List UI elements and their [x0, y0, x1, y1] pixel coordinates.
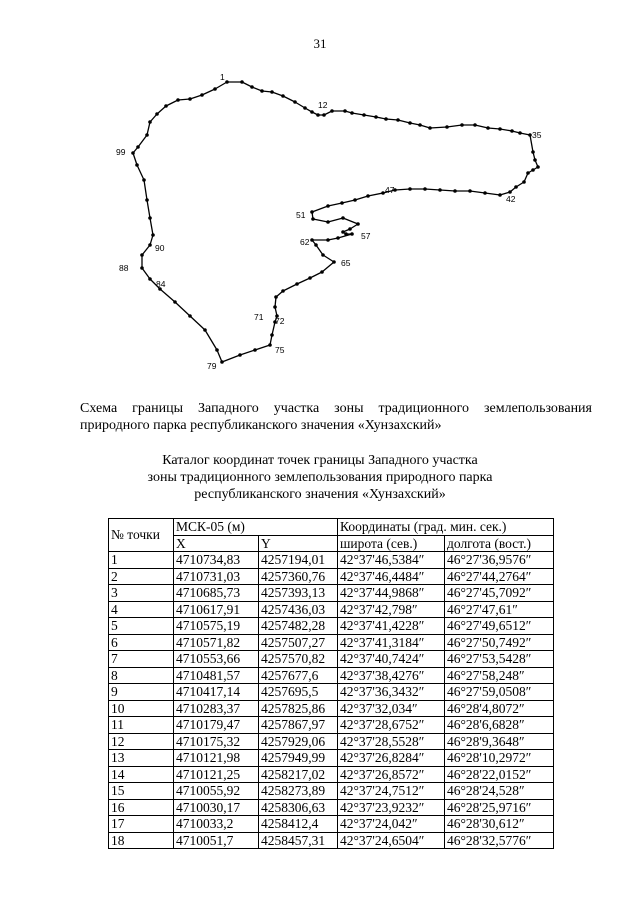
cell-lat: 42°37'32,034″: [338, 700, 445, 717]
boundary-vertex: [423, 187, 427, 191]
boundary-vertex: [330, 109, 334, 113]
cell-point-no: 11: [109, 717, 174, 734]
cell-point-no: 10: [109, 700, 174, 717]
boundary-vertex: [203, 328, 207, 332]
boundary-vertex: [142, 178, 146, 182]
boundary-vertex: [148, 216, 152, 220]
boundary-vertex: [238, 353, 242, 357]
cell-x: 4710731,03: [174, 568, 259, 585]
cell-y: 4258273,89: [259, 783, 338, 800]
cell-point-no: 5: [109, 618, 174, 635]
table-row: [109, 700, 554, 717]
cell-y: 4257825,86: [259, 700, 338, 717]
boundary-vertex: [316, 113, 320, 117]
table-row: [109, 733, 554, 750]
boundary-vertex: [341, 230, 345, 234]
scheme-caption: Схема границы Западного участка зоны традиционного землепользования природного парка республиканского значения «Хунзахский»: [80, 401, 592, 433]
boundary-vertex: [274, 295, 278, 299]
cell-lat: 42°37'41,4228″: [338, 618, 445, 635]
boundary-vertex: [536, 165, 540, 169]
cell-point-no: 17: [109, 816, 174, 833]
boundary-vertex: [362, 113, 366, 117]
boundary-vertex: [460, 123, 464, 127]
cell-lat: 42°37'36,3432″: [338, 684, 445, 701]
cell-point-no: 13: [109, 750, 174, 767]
boundary-vertex: [350, 232, 354, 236]
boundary-vertex: [498, 127, 502, 131]
boundary-vertex: [531, 168, 535, 172]
cell-point-no: 2: [109, 568, 174, 585]
cell-x: 4710481,57: [174, 667, 259, 684]
cell-x: 4710175,32: [174, 733, 259, 750]
point-label: 35: [532, 130, 542, 140]
catalog-title-line-2: зоны традиционного землепользования природного парка: [147, 470, 493, 485]
cell-point-no: 16: [109, 799, 174, 816]
boundary-vertex: [350, 111, 354, 115]
boundary-vertex: [268, 343, 272, 347]
cell-x: 4710179,47: [174, 717, 259, 734]
boundary-vertex: [310, 110, 314, 114]
boundary-vertex: [164, 104, 168, 108]
boundary-vertex: [321, 253, 325, 257]
boundary-vertex: [332, 260, 336, 264]
table-row: [109, 783, 554, 800]
boundary-vertex: [145, 198, 149, 202]
boundary-vertex: [498, 193, 502, 197]
boundary-vertex: [453, 189, 457, 193]
cell-lat: 42°37'28,6752″: [338, 717, 445, 734]
boundary-vertex: [326, 238, 330, 242]
cell-lat: 42°37'28,5528″: [338, 733, 445, 750]
cell-y: 4257929,06: [259, 733, 338, 750]
table-row: [109, 585, 554, 602]
boundary-vertex: [311, 217, 315, 221]
boundary-vertex: [140, 253, 144, 257]
boundary-vertex: [148, 277, 152, 281]
boundary-vertices: [131, 80, 540, 364]
boundary-vertex: [336, 236, 340, 240]
cell-lon: 46°28'32,5776″: [445, 832, 554, 849]
table-row: [109, 651, 554, 668]
boundary-vertex: [188, 314, 192, 318]
cell-point-no: 15: [109, 783, 174, 800]
cell-lon: 46°27'45,7092″: [445, 585, 554, 602]
table-row: [109, 750, 554, 767]
boundary-vertex: [145, 133, 149, 137]
cell-x: 4710575,19: [174, 618, 259, 635]
point-label: 72: [275, 316, 285, 326]
boundary-vertex: [176, 98, 180, 102]
cell-point-no: 14: [109, 766, 174, 783]
cell-lon: 46°28'25,9716″: [445, 799, 554, 816]
point-label: 71: [254, 312, 264, 322]
cell-lat: 42°37'24,6504″: [338, 832, 445, 849]
cell-lat: 42°37'23,9232″: [338, 799, 445, 816]
header-lat: широта (сев.): [338, 535, 445, 552]
boundary-vertex: [353, 198, 357, 202]
cell-x: 4710571,82: [174, 634, 259, 651]
boundary-vertex: [522, 180, 526, 184]
boundary-vertex: [340, 201, 344, 205]
coordinates-table: [108, 518, 554, 849]
boundary-vertex: [173, 300, 177, 304]
table-row: [109, 552, 554, 569]
cell-x: 4710553,66: [174, 651, 259, 668]
boundary-vertex: [140, 266, 144, 270]
cell-x: 4710685,73: [174, 585, 259, 602]
cell-y: 4257949,99: [259, 750, 338, 767]
cell-lon: 46°27'58,248″: [445, 667, 554, 684]
cell-y: 4257677,6: [259, 667, 338, 684]
cell-lon: 46°27'36,9576″: [445, 552, 554, 569]
boundary-vertex: [344, 232, 348, 236]
boundary-vertex: [514, 185, 518, 189]
boundary-vertex: [310, 238, 314, 242]
cell-y: 4257570,82: [259, 651, 338, 668]
point-label: 47: [385, 185, 395, 195]
cell-lon: 46°27'49,6512″: [445, 618, 554, 635]
cell-point-no: 4: [109, 601, 174, 618]
header-msk: МСК-05 (м): [174, 519, 338, 536]
boundary-vertex: [281, 289, 285, 293]
point-label: 84: [156, 279, 166, 289]
boundary-vertex: [483, 191, 487, 195]
cell-x: 4710617,91: [174, 601, 259, 618]
boundary-vertex: [438, 188, 442, 192]
boundary-vertex: [273, 305, 277, 309]
boundary-vertex: [486, 126, 490, 130]
header-point-no: № точки: [109, 519, 174, 552]
boundary-vertex: [225, 80, 229, 84]
point-label: 57: [361, 231, 371, 241]
boundary-vertex: [250, 85, 254, 89]
boundary-vertex: [531, 150, 535, 154]
boundary-vertex: [518, 131, 522, 135]
catalog-title-line-1: Каталог координат точек границы Западного участка: [162, 453, 478, 468]
boundary-vertex: [213, 87, 217, 91]
header-x: X: [174, 535, 259, 552]
cell-y: 4257194,01: [259, 552, 338, 569]
boundary-vertex: [136, 145, 140, 149]
boundary-vertex: [310, 210, 314, 214]
boundary-vertex: [445, 125, 449, 129]
point-label: 75: [275, 345, 285, 355]
boundary-vertex: [200, 93, 204, 97]
cell-point-no: 6: [109, 634, 174, 651]
table-row: [109, 618, 554, 635]
boundary-vertex: [320, 270, 324, 274]
page-number: 31: [313, 36, 327, 51]
cell-lat: 42°37'26,8572″: [338, 766, 445, 783]
cell-point-no: 12: [109, 733, 174, 750]
boundary-vertex: [148, 243, 152, 247]
point-label: 51: [296, 210, 306, 220]
point-label: 62: [300, 237, 310, 247]
boundary-vertex: [151, 233, 155, 237]
cell-lon: 46°27'44,2764″: [445, 568, 554, 585]
boundary-vertex: [428, 126, 432, 130]
cell-point-no: 3: [109, 585, 174, 602]
point-label: 1: [220, 72, 225, 82]
cell-x: 4710121,98: [174, 750, 259, 767]
cell-y: 4257393,13: [259, 585, 338, 602]
boundary-vertex: [135, 163, 139, 167]
boundary-vertex: [215, 348, 219, 352]
cell-y: 4258217,02: [259, 766, 338, 783]
table-row: [109, 601, 554, 618]
table-row: [109, 717, 554, 734]
boundary-vertex: [240, 80, 244, 84]
table-row: [109, 568, 554, 585]
cell-point-no: 18: [109, 832, 174, 849]
cell-point-no: 8: [109, 667, 174, 684]
cell-x: 4710121,25: [174, 766, 259, 783]
catalog-title-line-3: республиканского значения «Хунзахский»: [194, 487, 446, 502]
boundary-vertex: [418, 123, 422, 127]
boundary-vertex: [326, 220, 330, 224]
point-label: 79: [207, 361, 217, 371]
cell-lon: 46°28'24,528″: [445, 783, 554, 800]
cell-lat: 42°37'41,3184″: [338, 634, 445, 651]
cell-lon: 46°27'53,5428″: [445, 651, 554, 668]
table-row: [109, 684, 554, 701]
point-label: 90: [155, 243, 165, 253]
table-row: [109, 816, 554, 833]
point-label: 88: [119, 263, 129, 273]
boundary-vertex: [408, 187, 412, 191]
cell-x: 4710030,17: [174, 799, 259, 816]
table-subheader-row: [109, 535, 554, 552]
boundary-vertex: [148, 120, 152, 124]
cell-y: 4257695,5: [259, 684, 338, 701]
table-row: [109, 832, 554, 849]
cell-lon: 46°28'4,8072″: [445, 700, 554, 717]
cell-lat: 42°37'24,7512″: [338, 783, 445, 800]
table-row: [109, 667, 554, 684]
cell-x: 4710033,2: [174, 816, 259, 833]
boundary-vertex: [260, 89, 264, 93]
boundary-vertex: [308, 276, 312, 280]
point-label: 99: [116, 147, 126, 157]
table-row: [109, 634, 554, 651]
cell-lat: 42°37'40,7424″: [338, 651, 445, 668]
cell-point-no: 9: [109, 684, 174, 701]
boundary-vertex: [468, 189, 472, 193]
cell-point-no: 7: [109, 651, 174, 668]
boundary-vertex: [374, 115, 378, 119]
cell-lon: 46°28'22,0152″: [445, 766, 554, 783]
boundary-vertex: [220, 360, 224, 364]
boundary-vertex: [322, 113, 326, 117]
cell-y: 4257507,27: [259, 634, 338, 651]
table-row: [109, 799, 554, 816]
cell-lon: 46°28'9,3648″: [445, 733, 554, 750]
boundary-vertex: [510, 129, 514, 133]
boundary-vertex: [303, 106, 307, 110]
table-header-row: [109, 519, 554, 536]
catalog-title: [0, 452, 640, 503]
cell-y: 4257867,97: [259, 717, 338, 734]
boundary-vertex: [293, 100, 297, 104]
boundary-vertex: [188, 97, 192, 101]
cell-y: 4257436,03: [259, 601, 338, 618]
cell-lat: 42°37'46,5384″: [338, 552, 445, 569]
cell-y: 4257360,76: [259, 568, 338, 585]
boundary-vertex: [533, 158, 537, 162]
boundary-vertex: [295, 282, 299, 286]
cell-lat: 42°37'24,042″: [338, 816, 445, 833]
header-lon: долгота (вост.): [445, 535, 554, 552]
header-y: Y: [259, 535, 338, 552]
cell-lat: 42°37'46,4484″: [338, 568, 445, 585]
cell-y: 4258306,63: [259, 799, 338, 816]
boundary-vertex: [326, 204, 330, 208]
cell-lon: 46°28'6,6828″: [445, 717, 554, 734]
boundary-vertex: [384, 117, 388, 121]
boundary-vertex: [366, 194, 370, 198]
cell-lat: 42°37'42,798″: [338, 601, 445, 618]
boundary-vertex: [348, 227, 352, 231]
cell-y: 4258412,4: [259, 816, 338, 833]
cell-x: 4710055,92: [174, 783, 259, 800]
cell-lat: 42°37'44,9868″: [338, 585, 445, 602]
cell-x: 4710051,7: [174, 832, 259, 849]
boundary-vertex: [253, 348, 257, 352]
cell-lon: 46°27'47,61″: [445, 601, 554, 618]
boundary-vertex: [396, 118, 400, 122]
boundary-vertex: [270, 333, 274, 337]
cell-lon: 46°28'10,2972″: [445, 750, 554, 767]
boundary-vertex: [526, 171, 530, 175]
point-label: 65: [341, 258, 351, 268]
header-coords: Координаты (град. мин. сек.): [338, 519, 554, 536]
cell-point-no: 1: [109, 552, 174, 569]
boundary-vertex: [281, 94, 285, 98]
boundary-vertex: [473, 123, 477, 127]
cell-y: 4258457,31: [259, 832, 338, 849]
boundary-line: [133, 82, 538, 362]
cell-x: 4710417,14: [174, 684, 259, 701]
cell-lat: 42°37'38,4276″: [338, 667, 445, 684]
boundary-vertex: [270, 90, 274, 94]
cell-lat: 42°37'26,8284″: [338, 750, 445, 767]
table-row: [109, 766, 554, 783]
boundary-vertex: [314, 243, 318, 247]
cell-lon: 46°27'50,7492″: [445, 634, 554, 651]
boundary-vertex: [131, 151, 135, 155]
cell-x: 4710734,83: [174, 552, 259, 569]
table-body: [109, 552, 554, 849]
cell-x: 4710283,37: [174, 700, 259, 717]
boundary-vertex: [155, 112, 159, 116]
point-label: 42: [506, 194, 516, 204]
boundary-scheme: [0, 0, 640, 380]
boundary-vertex: [356, 222, 360, 226]
boundary-vertex: [341, 216, 345, 220]
boundary-vertex: [408, 121, 412, 125]
cell-lon: 46°28'30,612″: [445, 816, 554, 833]
point-label: 12: [318, 100, 328, 110]
cell-lon: 46°27'59,0508″: [445, 684, 554, 701]
cell-y: 4257482,28: [259, 618, 338, 635]
boundary-vertex: [343, 109, 347, 113]
